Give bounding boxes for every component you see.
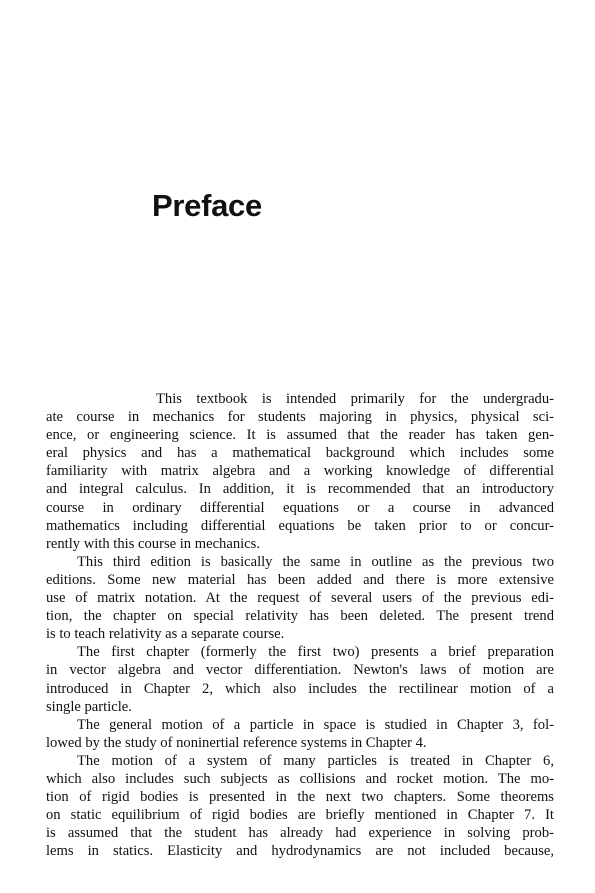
text-line: mathematics including differential equations be taken prior to or concur- (46, 517, 554, 534)
page-title: Preface (152, 188, 262, 223)
text-line: This textbook is intended primarily for the undergradu- (156, 391, 554, 407)
text-line: tion, the chapter on special relativity has been deleted. The present trend (46, 608, 554, 625)
text-line: ate course in mechanics for students majoring in physics, physical sci- (46, 409, 554, 426)
text-line: in vector algebra and vector differentiation. Newton's laws of motion are (46, 662, 554, 679)
text-line: which also includes such subjects as collisions and rocket motion. The mo- (46, 770, 554, 787)
text-line: This third edition is basically the same in outline as the previous two (77, 553, 554, 570)
text-line: The general motion of a particle in space is studied in Chapter 3, fol- (77, 716, 554, 733)
text-line: use of matrix notation. At the request of several users of the previous edi- (46, 590, 554, 607)
preface-body (46, 390, 554, 860)
text-line: editions. Some new material has been added and there is more extensive (46, 571, 554, 588)
text-line: ence, or engineering science. It is assumed that the reader has taken gen- (46, 427, 554, 444)
text-line: tion of rigid bodies is presented in the next two chapters. Some theorems (46, 789, 554, 806)
text-line: The first chapter (formerly the first two) presents a brief preparation (77, 644, 554, 661)
text-line: lowed by the study of noninertial reference systems in Chapter 4. (46, 734, 427, 751)
text-line: rently with this course in mechanics. (46, 535, 260, 552)
text-line: and integral calculus. In addition, it is recommended that an introductory (46, 481, 554, 498)
text-line: is assumed that the student has already had experience in solving prob- (46, 825, 554, 842)
text-line: introduced in Chapter 2, which also includes the rectilinear motion of a (46, 680, 554, 697)
text-line: on static equilibrium of rigid bodies are briefly mentioned in Chapter 7. It (46, 807, 554, 824)
text-line: is to teach relativity as a separate course. (46, 626, 285, 643)
text-line: lems in statics. Elasticity and hydrodynamics are not included because, (46, 843, 554, 860)
text-line: eral physics and has a mathematical background which includes some (46, 445, 554, 462)
text-line: The motion of a system of many particles is treated in Chapter 6, (77, 752, 554, 769)
text-line: single particle. (46, 698, 132, 715)
text-line: familiarity with matrix algebra and a working knowledge of differential (46, 463, 554, 480)
text-line: course in ordinary differential equations or a course in advanced (46, 499, 554, 516)
